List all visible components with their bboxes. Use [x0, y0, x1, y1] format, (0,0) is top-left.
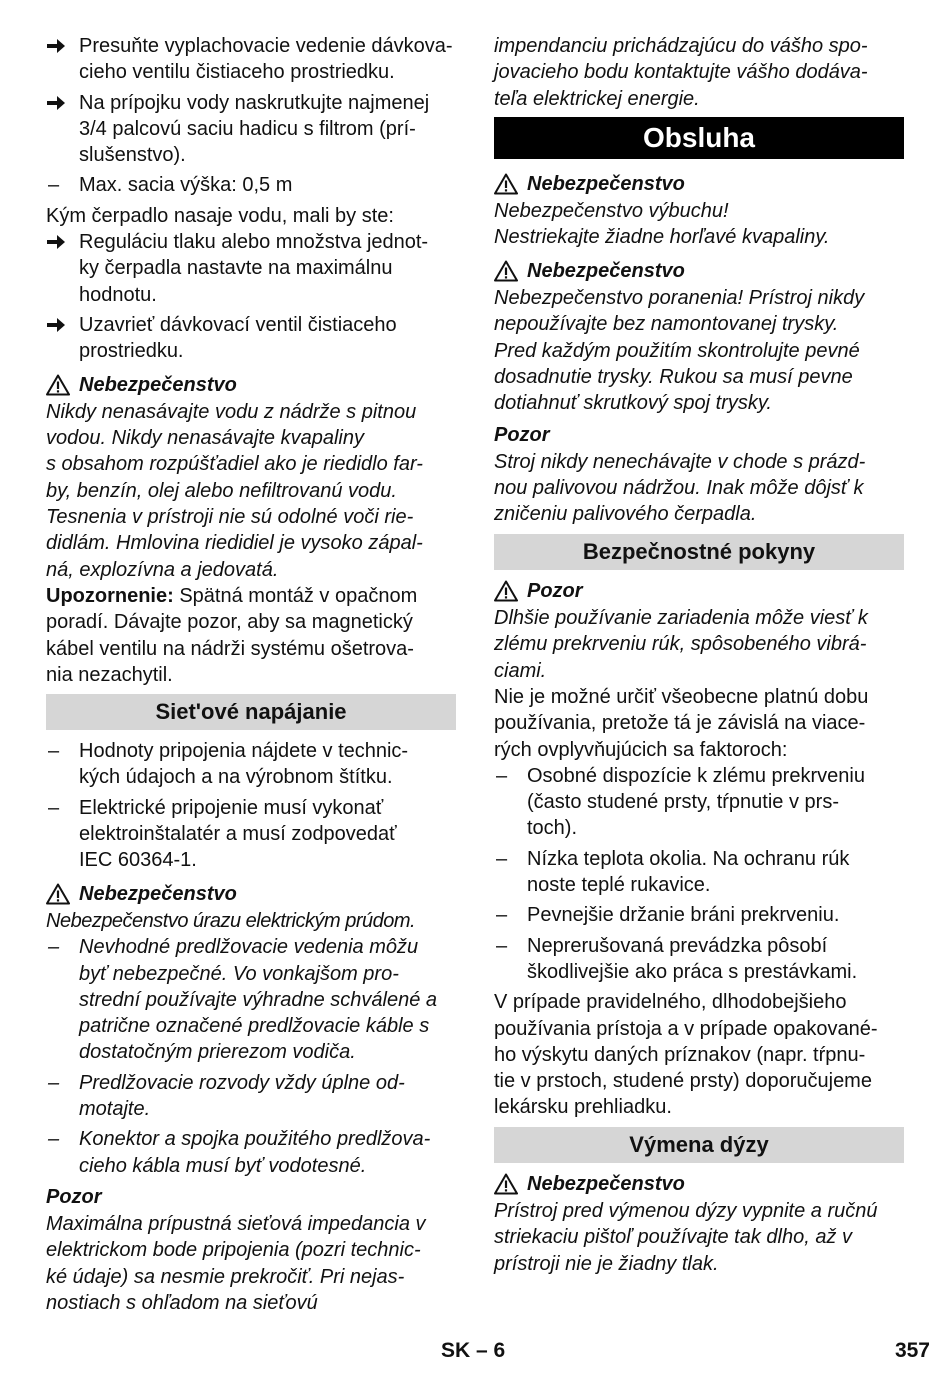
- caution-heading-b: [494, 578, 904, 604]
- list-item: [46, 795, 456, 874]
- text-line: Prístroj pred výmenou dýzy vypnite a ručnú: [494, 1199, 878, 1222]
- text-line: s obsahom rozpúšťadiel ako je riedidlo far-: [46, 453, 423, 476]
- text-line: jovacieho bodu kontaktujte vášho dodáva-: [494, 61, 868, 84]
- danger-title: Nebezpečenstvo: [527, 259, 685, 282]
- continued-text: [494, 33, 904, 112]
- caution-heading-a: Pozor: [494, 423, 550, 446]
- list-item: [46, 90, 456, 169]
- text-line: impendanciu prichádzajúcu do vášho spo-: [494, 35, 868, 57]
- page-code: SK – 6: [441, 1339, 506, 1362]
- text-line: dosadnutie trysky. Rukou sa musí pevne: [494, 365, 853, 388]
- text-line: vodou. Nikdy nenasávajte kvapaliny: [46, 427, 364, 450]
- list-item-line: Neprerušovaná prevádzka pôsobí: [527, 934, 828, 957]
- list-item: [494, 902, 904, 928]
- text-line: by, benzín, olej alebo nefiltrovanú vodu.: [46, 479, 397, 502]
- list-item-line: Presuňte vyplachovacie vedenie dávkova-: [79, 35, 453, 57]
- left-column: [46, 33, 456, 1316]
- text-line: používania prístoja a v prípade opakované-: [494, 1017, 878, 1040]
- list-item-line: Na prípojku vody naskrutkujte najmenej: [79, 91, 430, 114]
- text-line: ná, explozívna a jedovatá.: [46, 558, 279, 581]
- warning-triangle-icon: [494, 260, 518, 282]
- dash-bullet: –: [48, 1128, 60, 1151]
- list-item-line: patrične označené predlžovacie káble s: [79, 1015, 430, 1038]
- text-line: prístroji nie je žiadny tlak.: [494, 1252, 719, 1275]
- list-item: [46, 172, 456, 198]
- text-line: Nikdy nenasávajte vodu z nádrže s pitnou: [46, 400, 417, 423]
- text-line: nepoužívajte bez namontovanej trysky.: [494, 313, 839, 336]
- intro-text: Kým čerpadlo nasaje vodu, mali by ste:: [46, 204, 394, 227]
- caution-text-b: [494, 605, 904, 684]
- list-item: [46, 1070, 456, 1123]
- danger-list-2: [46, 934, 456, 1179]
- dash-bullet: –: [496, 934, 508, 957]
- dash-bullet: –: [496, 847, 508, 870]
- danger-text-1: [46, 399, 456, 583]
- text-line: Nie je možné určiť všeobecne platnú dobu: [494, 685, 869, 708]
- text-line: dotiahnuť skrutkový spoj trysky.: [494, 392, 772, 415]
- text-line: Stroj nikdy nenechávajte v chode s prázd-: [494, 450, 866, 473]
- caution-text-1: [46, 1211, 456, 1316]
- list-item-line: Hodnoty pripojenia nájdete v technic-: [79, 740, 409, 763]
- list-item-line: Pevnejšie držanie bráni prekrveniu.: [527, 904, 840, 927]
- list-item-line: IEC 60364-1.: [79, 849, 197, 872]
- danger-heading-2: [46, 881, 456, 907]
- right-column: [494, 33, 904, 1277]
- safety-list: [494, 763, 904, 985]
- list-item: [46, 738, 456, 791]
- danger-text-c: [494, 1198, 904, 1277]
- danger-heading-a: [494, 171, 904, 197]
- note-label: Upozornenie:: [46, 584, 174, 607]
- caution-text-a: [494, 449, 904, 528]
- danger-title: Nebezpečenstvo: [79, 882, 237, 905]
- dash-bullet: –: [48, 1071, 60, 1094]
- list-item-line: kých údajoch a na výrobnom štítku.: [79, 766, 393, 789]
- arrow-right-icon: [46, 229, 66, 262]
- danger-title: Nebezpečenstvo: [79, 373, 237, 396]
- text-line: teľa elektrickej energie.: [494, 87, 700, 110]
- text-line: tie v prstoch, studené prsty) doporučujeme: [494, 1070, 872, 1093]
- text-line: rých ovplyvňujúcich sa faktoroch:: [494, 738, 788, 761]
- warning-triangle-icon: [494, 1173, 518, 1195]
- page-number: 357: [894, 1339, 930, 1362]
- text-line: Maximálna prípustná sieťová impedancia v: [46, 1213, 426, 1236]
- arrow-right-icon: [46, 90, 66, 123]
- danger-text-a: [494, 198, 904, 251]
- danger-lead: Nebezpečenstvo úrazu elektrickým prúdom.: [46, 909, 416, 932]
- list-item: [46, 33, 456, 86]
- text-line: ciami.: [494, 659, 547, 682]
- list-item-line: toch).: [527, 817, 578, 840]
- dash-bullet: –: [496, 764, 508, 787]
- note-lines: [46, 609, 456, 688]
- warning-triangle-icon: [494, 580, 518, 602]
- list-item-line: Elektrické pripojenie musí vykonať: [79, 796, 384, 819]
- note-paragraph: [46, 583, 456, 688]
- warning-triangle-icon: [46, 374, 70, 396]
- text-line: zlému prekrveniu rúk, spôsobeného vibrá-: [494, 633, 867, 656]
- warning-triangle-icon: [46, 883, 70, 905]
- text-line: Dlhšie používanie zariadenia môže viesť k: [494, 607, 868, 630]
- list-item-line: Reguláciu tlaku alebo množstva jednot-: [79, 231, 429, 254]
- text-line: poradí. Dávajte pozor, aby sa magnetický: [46, 611, 413, 634]
- list-item-line: cieho kábla musí byť vodotesné.: [79, 1154, 367, 1177]
- list-item-line: byť nebezpečné. Vo vonkajšom pro-: [79, 962, 399, 985]
- text-line: nou palivovou nádržou. Inak môže dôjsť k: [494, 477, 864, 500]
- dash-bullet: –: [48, 796, 60, 819]
- danger-heading-b: [494, 258, 904, 284]
- text-line: ké údaje) sa nesmie prekročiť. Pri nejas-: [46, 1265, 405, 1288]
- list-item-line: Nevhodné predlžovacie vedenia môžu: [79, 936, 419, 959]
- safety-recommendation: [494, 989, 904, 1120]
- text-line: elektrickom bode pripojenia (pozri technic-: [46, 1239, 421, 1262]
- list-item: [46, 1126, 456, 1179]
- list-item-line: Max. sacia výška: 0,5 m: [79, 174, 293, 197]
- text-line: nia nezachytil.: [46, 663, 173, 686]
- dash-bullet: –: [496, 904, 508, 927]
- list-item-line: Predlžovacie rozvody vždy úplne od-: [79, 1071, 405, 1094]
- list-item-line: Uzavrieť dávkovací ventil čistiaceho: [79, 313, 397, 336]
- text-line: didlám. Hmlovina riedidiel je vysoko zápal-: [46, 532, 423, 555]
- text-line: striekaciu pištoľ používajte tak dlho, až v: [494, 1226, 853, 1249]
- text-line: kábel ventilu na nádrži systému ošetrova-: [46, 637, 414, 660]
- list-item-line: Konektor a spojka použitého predlžova-: [79, 1128, 431, 1151]
- text-line: Nestriekajte žiadne horľavé kvapaliny.: [494, 226, 830, 249]
- list-item-line: (často studené prsty, tŕpnutie v prs-: [527, 791, 839, 814]
- text-line: používania, pretože tá je závislá na viace-: [494, 712, 866, 735]
- list-item-line: 3/4 palcovú saciu hadicu s filtrom (prí-: [79, 117, 416, 140]
- dash-bullet: –: [48, 740, 60, 763]
- list-item-line: slušenstvo).: [79, 144, 186, 167]
- dash-bullet: –: [48, 936, 60, 959]
- power-list: [46, 738, 456, 873]
- list-item: [46, 312, 456, 365]
- list-item: [46, 934, 456, 1065]
- list-item-line: škodlivejšie ako práca s prestávkami.: [527, 960, 858, 983]
- text-line: Nebezpečenstvo výbuchu!: [494, 200, 729, 223]
- list-item-line: Nízka teplota okolia. Na ochranu rúk: [527, 847, 850, 870]
- list-item-line: noste teplé rukavice.: [527, 874, 711, 897]
- list-item-line: strední používajte výhradne schválené a: [79, 988, 437, 1011]
- text-line: nostiach s ohľadom na sieťovú: [46, 1292, 318, 1315]
- section-heading-power: Siet'ové napájanie: [46, 694, 456, 730]
- list-item: [46, 229, 456, 308]
- list-item-line: elektroinštalatér a musí zodpovedať: [79, 823, 397, 846]
- warning-triangle-icon: [494, 173, 518, 195]
- text-line: ho výskytu daných príznakov (napr. tŕpnu-: [494, 1043, 866, 1066]
- steps-list-a: [46, 33, 456, 199]
- text-line: lekársku prehliadku.: [494, 1096, 672, 1119]
- steps-list-b: [46, 229, 456, 364]
- list-item-line: prostriedku.: [79, 340, 184, 363]
- list-item-line: Osobné dispozície k zlému prekrveniu: [527, 764, 865, 787]
- list-item-line: cieho ventilu čistiaceho prostriedku.: [79, 61, 395, 84]
- caution-title: Pozor: [527, 579, 583, 602]
- text-line: Tesnenia v prístroji nie sú odolné voči rie-: [46, 506, 414, 529]
- caution-heading-1: Pozor: [46, 1185, 102, 1208]
- safety-text: [494, 684, 904, 763]
- note-first-line: Spätná montáž v opačnom: [173, 584, 418, 607]
- danger-title: Nebezpečenstvo: [527, 1172, 685, 1195]
- arrow-right-icon: [46, 312, 66, 345]
- arrow-right-icon: [46, 33, 66, 66]
- list-item-line: hodnotu.: [79, 283, 157, 306]
- list-item-line: motajte.: [79, 1097, 151, 1120]
- text-line: V prípade pravidelného, dlhodobejšieho: [494, 991, 847, 1014]
- list-item: [494, 933, 904, 986]
- danger-title: Nebezpečenstvo: [527, 172, 685, 195]
- dash-bullet: –: [48, 174, 60, 197]
- section-heading-safety: Bezpečnostné pokyny: [494, 534, 904, 570]
- text-line: zničeniu palivového čerpadla.: [494, 503, 757, 526]
- list-item: [494, 846, 904, 899]
- list-item-line: ky čerpadla nastavte na maximálnu: [79, 257, 393, 280]
- danger-heading-c: [494, 1171, 904, 1197]
- danger-heading-1: [46, 372, 456, 398]
- list-item: [494, 763, 904, 842]
- chapter-heading-obsluha: Obsluha: [494, 117, 904, 159]
- text-line: Pred každým použitím skontrolujte pevné: [494, 339, 860, 362]
- text-line: Nebezpečenstvo poranenia! Prístroj nikdy: [494, 287, 865, 310]
- section-heading-nozzle: Výmena dýzy: [494, 1127, 904, 1163]
- danger-text-b: [494, 285, 904, 416]
- list-item-line: dostatočným prierezom vodiča.: [79, 1041, 356, 1064]
